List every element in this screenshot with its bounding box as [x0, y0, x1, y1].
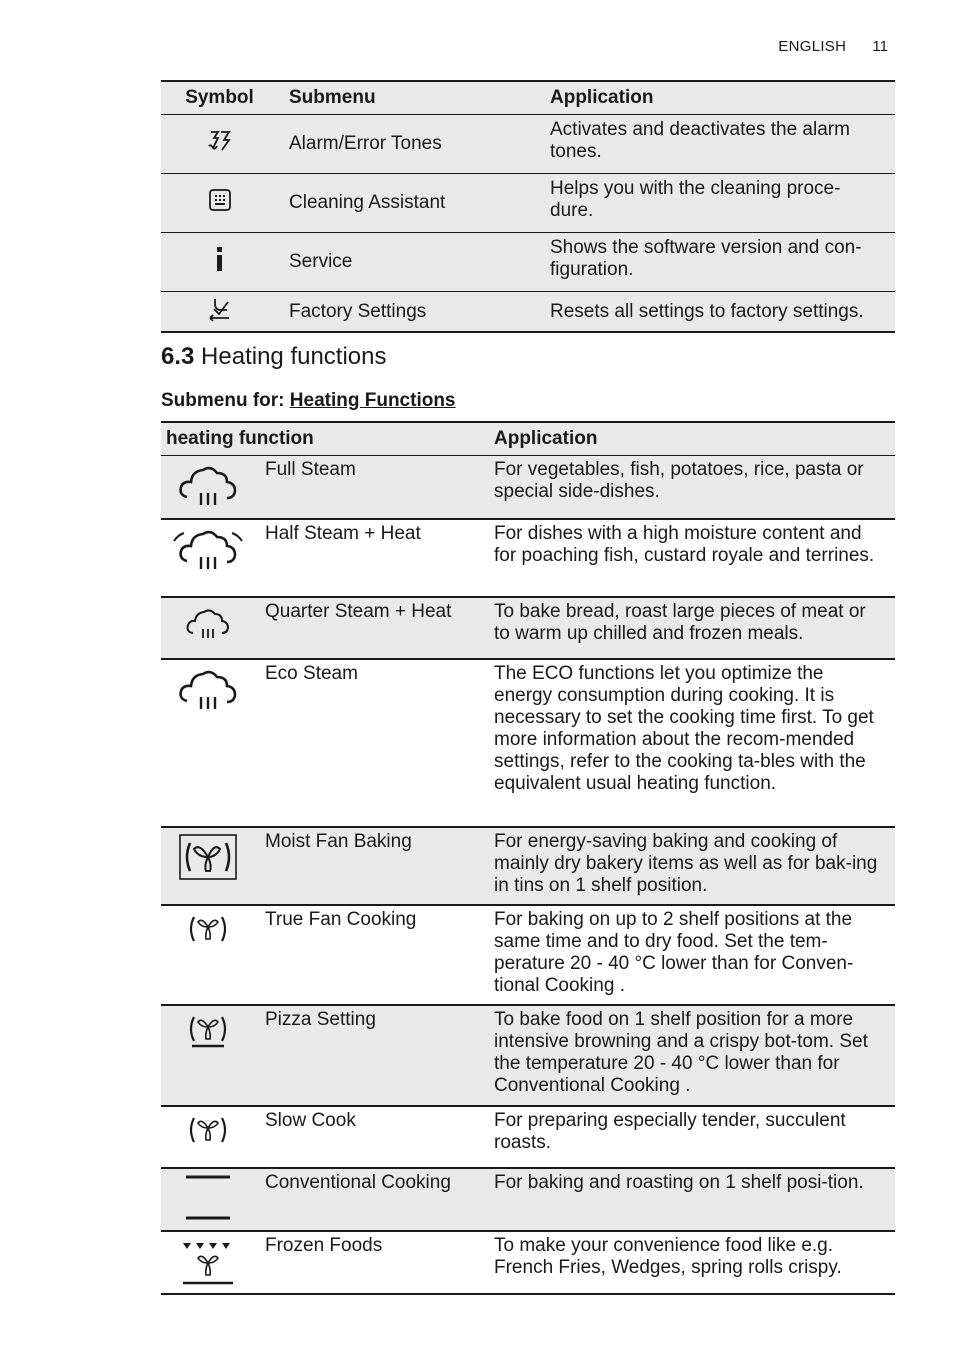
- header-language: ENGLISH: [778, 38, 847, 55]
- table-row: [161, 174, 895, 233]
- application-text: For baking and roasting on 1 shelf posi-tion.: [482, 1168, 895, 1231]
- application-text: Resets all settings to factory settings.: [539, 292, 895, 333]
- table-row: [161, 292, 895, 333]
- table-header-row: [161, 81, 895, 115]
- application-text: The ECO functions let you optimize the energy consumption during cooking. It is necessary to set the cooking time first. To get more information about the recom-mended settings, refer to the cooking ta-bles with the equivalent usual heating function.: [482, 659, 895, 827]
- table-row: [161, 597, 895, 659]
- application-text: To make your convenience food like e.g. French Fries, Wedges, spring rolls crispy.: [482, 1231, 895, 1294]
- alarm-tones-icon: [161, 115, 278, 174]
- factory-settings-icon: [161, 292, 278, 333]
- service-info-icon: [161, 233, 278, 292]
- moist-fan-baking-icon: [161, 827, 254, 905]
- application-text: Activates and deactivates the alarm tones.: [539, 115, 895, 174]
- application-text: For dishes with a high moisture content and for poaching fish, custard royale and terrines.: [482, 519, 895, 597]
- function-name: True Fan Cooking: [254, 905, 482, 1005]
- table-row: [161, 1231, 895, 1294]
- application-text: For vegetables, fish, potatoes, rice, pasta or special side-dishes.: [482, 456, 895, 519]
- function-name: Moist Fan Baking: [254, 827, 482, 905]
- application-text: For baking on up to 2 shelf positions at the same time and to dry food. Set the tem-perature 20 - 40 °C lower than for Conven-tional Cooking .: [482, 905, 895, 1005]
- quarter-steam-heat-icon: [161, 597, 254, 659]
- submenu-label: Cleaning Assistant: [278, 174, 539, 233]
- table-header-row: [161, 422, 895, 456]
- eco-steam-icon: [161, 659, 254, 827]
- header-submenu: Submenu: [278, 81, 539, 115]
- function-name: Quarter Steam + Heat: [254, 597, 482, 659]
- function-name: Frozen Foods: [254, 1231, 482, 1294]
- application-text: To bake bread, roast large pieces of meat or to warm up chilled and frozen meals.: [482, 597, 895, 659]
- function-name: Pizza Setting: [254, 1005, 482, 1106]
- pizza-setting-icon: [161, 1005, 254, 1106]
- heating-functions-table: [161, 421, 895, 1295]
- application-text: Shows the software version and con-figuration.: [539, 233, 895, 292]
- table-row: [161, 456, 895, 519]
- table-row: [161, 115, 895, 174]
- table-row: [161, 1168, 895, 1231]
- submenu-label: Service: [278, 233, 539, 292]
- table-row: [161, 519, 895, 597]
- function-name: Eco Steam: [254, 659, 482, 827]
- header-application: Application: [539, 81, 895, 115]
- function-name: Slow Cook: [254, 1106, 482, 1168]
- function-name: Full Steam: [254, 456, 482, 519]
- submenu-prefix: Submenu for:: [161, 390, 285, 411]
- function-name: Conventional Cooking: [254, 1168, 482, 1231]
- page-header: [778, 38, 888, 55]
- heating-functions-link[interactable]: Heating Functions: [289, 390, 456, 411]
- table-row: [161, 1106, 895, 1168]
- header-heating-function: heating function: [161, 422, 482, 456]
- function-name: Half Steam + Heat: [254, 519, 482, 597]
- submenu-label-heading: [161, 390, 456, 412]
- table-row: [161, 233, 895, 292]
- application-text: To bake food on 1 shelf position for a more intensive browning and a crispy bot-tom. Set the temperature 20 - 40 °C lower than for Conventional Cooking .: [482, 1005, 895, 1106]
- application-text: Helps you with the cleaning proce-dure.: [539, 174, 895, 233]
- submenu-label: Factory Settings: [278, 292, 539, 333]
- header-symbol: Symbol: [161, 81, 278, 115]
- table-row: [161, 1005, 895, 1106]
- cleaning-assistant-icon: [161, 174, 278, 233]
- frozen-foods-icon: [161, 1231, 254, 1294]
- table-row: [161, 905, 895, 1005]
- table-row: [161, 659, 895, 827]
- true-fan-cooking-icon: [161, 905, 254, 1005]
- settings-submenu-table: [161, 80, 895, 333]
- half-steam-heat-icon: [161, 519, 254, 597]
- full-steam-icon: [161, 456, 254, 519]
- section-title: Heating functions: [201, 343, 387, 370]
- application-text: For preparing especially tender, succulent roasts.: [482, 1106, 895, 1168]
- table-row: [161, 827, 895, 905]
- submenu-label: Alarm/Error Tones: [278, 115, 539, 174]
- conventional-cooking-icon: [161, 1168, 254, 1231]
- section-heading: [161, 343, 387, 371]
- section-number: 6.3: [161, 343, 195, 370]
- slow-cook-icon: [161, 1106, 254, 1168]
- header-application: Application: [482, 422, 895, 456]
- page-number: 11: [872, 38, 888, 55]
- application-text: For energy-saving baking and cooking of mainly dry bakery items as well as for bak-ing in tins on 1 shelf position.: [482, 827, 895, 905]
